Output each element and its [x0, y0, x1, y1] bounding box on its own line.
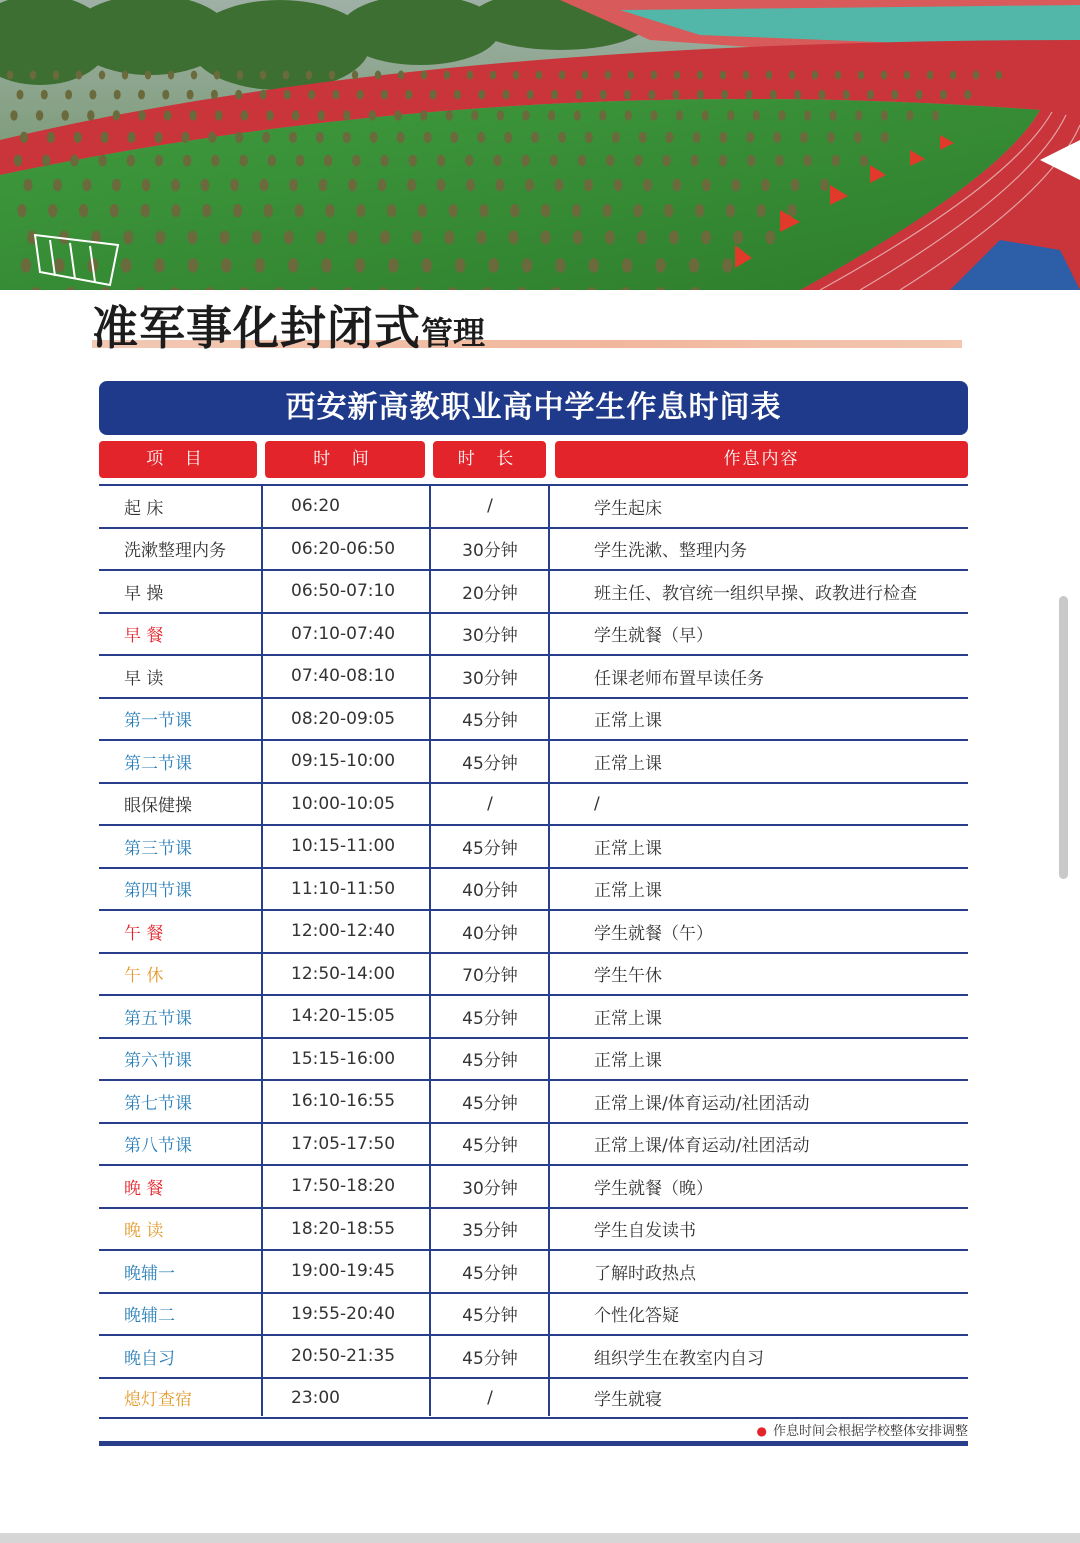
row-duration: / [487, 1387, 493, 1408]
row-content: 正常上课 [594, 1008, 662, 1029]
row-content: 学生午休 [594, 966, 662, 987]
row-content: 个性化答疑 [594, 1306, 679, 1327]
row-content: / [594, 793, 600, 814]
row-item: 晚 餐 [124, 1178, 164, 1199]
row-time: 15:15-16:00 [291, 1048, 396, 1069]
heading-main-text: 准军事化封闭式 [92, 301, 421, 355]
column-divider [429, 484, 431, 1416]
column-header-duration: 时 长 [433, 441, 546, 478]
row-duration: 45分钟 [462, 711, 518, 732]
row-duration: 35分钟 [462, 1221, 518, 1242]
row-content: 班主任、教官统一组织早操、政教进行检查 [594, 583, 917, 604]
row-time: 06:50-07:10 [291, 581, 396, 602]
row-time: 16:10-16:55 [291, 1091, 396, 1112]
row-duration: 45分钟 [462, 1136, 518, 1157]
row-item: 第六节课 [124, 1051, 192, 1072]
row-duration: 45分钟 [462, 1348, 518, 1369]
table-row [99, 612, 968, 655]
row-item: 洗漱整理内务 [124, 541, 226, 562]
row-duration: 45分钟 [462, 753, 518, 774]
row-time: 19:55-20:40 [291, 1303, 396, 1324]
row-duration: 30分钟 [462, 626, 518, 647]
heading-suffix-text: 管理 [421, 314, 486, 352]
row-item: 起 床 [124, 498, 164, 519]
row-time: 06:20 [291, 496, 340, 517]
table-row [99, 1249, 968, 1292]
row-item: 第八节课 [124, 1136, 192, 1157]
table-row [99, 569, 968, 612]
table-row [99, 739, 968, 782]
row-duration: 45分钟 [462, 1263, 518, 1284]
table-row [99, 654, 968, 697]
scrollbar[interactable] [1059, 596, 1068, 879]
row-item: 早 操 [124, 583, 164, 604]
row-item: 第四节课 [124, 881, 192, 902]
row-content: 正常上课 [594, 881, 662, 902]
row-time: 19:00-19:45 [291, 1261, 396, 1282]
row-duration: 45分钟 [462, 1093, 518, 1114]
row-duration: 30分钟 [462, 541, 518, 562]
row-item: 第七节课 [124, 1093, 192, 1114]
row-item: 眼保健操 [124, 796, 192, 817]
row-time: 06:20-06:50 [291, 538, 396, 559]
table-row [99, 1079, 968, 1122]
table-row [99, 1377, 968, 1420]
row-duration: 45分钟 [462, 838, 518, 859]
row-content: 正常上课 [594, 753, 662, 774]
hero-photo-military-training [0, 0, 1080, 290]
table-row [99, 994, 968, 1037]
row-content: 学生洗漱、整理内务 [594, 541, 747, 562]
row-item: 晚辅二 [124, 1306, 175, 1327]
row-duration: 70分钟 [462, 966, 518, 987]
row-time: 07:40-08:10 [291, 666, 396, 687]
table-row [99, 1164, 968, 1207]
row-item: 晚自习 [124, 1348, 175, 1369]
row-item: 午 休 [124, 966, 164, 987]
table-row [99, 697, 968, 740]
table-row [99, 527, 968, 570]
column-divider [548, 484, 550, 1416]
row-content: 正常上课 [594, 838, 662, 859]
row-content: 正常上课/体育运动/社团活动 [594, 1093, 810, 1114]
row-duration: 45分钟 [462, 1306, 518, 1327]
row-duration: 30分钟 [462, 668, 518, 689]
table-title-band: 西安新高教职业高中学生作息时间表 [99, 381, 968, 435]
table-row [99, 782, 968, 825]
row-content: 正常上课 [594, 711, 662, 732]
row-duration: / [487, 793, 493, 814]
row-time: 18:20-18:55 [291, 1218, 396, 1239]
row-content: 了解时政热点 [594, 1263, 696, 1284]
row-content: 组织学生在教室内自习 [594, 1348, 764, 1369]
table-row [99, 867, 968, 910]
row-content: 学生就寝 [594, 1390, 662, 1411]
row-content: 学生就餐（午） [594, 923, 713, 944]
row-item: 晚 读 [124, 1221, 164, 1242]
row-content: 学生就餐（晚） [594, 1178, 713, 1199]
table-row [99, 484, 968, 527]
row-content: 正常上课/体育运动/社团活动 [594, 1136, 810, 1157]
bullet-dot-icon: ● [756, 1424, 767, 1438]
section-heading [92, 298, 485, 358]
table-row [99, 1037, 968, 1080]
row-time: 23:00 [291, 1387, 340, 1408]
row-item: 晚辅一 [124, 1263, 175, 1284]
footnote-text: 作息时间会根据学校整体安排调整 [772, 1424, 968, 1439]
row-time: 12:50-14:00 [291, 963, 396, 984]
row-item: 午 餐 [124, 923, 164, 944]
row-duration: 45分钟 [462, 1008, 518, 1029]
row-time: 10:00-10:05 [291, 793, 396, 814]
row-time: 09:15-10:00 [291, 751, 396, 772]
row-item: 第一节课 [124, 711, 192, 732]
row-time: 14:20-15:05 [291, 1006, 396, 1027]
row-item: 第二节课 [124, 753, 192, 774]
row-time: 20:50-21:35 [291, 1346, 396, 1367]
row-time: 08:20-09:05 [291, 708, 396, 729]
row-content: 任课老师布置早读任务 [594, 668, 764, 689]
row-time: 11:10-11:50 [291, 878, 396, 899]
column-header-item: 项 目 [99, 441, 257, 478]
row-duration: 40分钟 [462, 923, 518, 944]
row-content: 学生自发读书 [594, 1221, 696, 1242]
column-header-content: 作息内容 [555, 441, 968, 478]
table-row [99, 1292, 968, 1335]
column-divider [261, 484, 263, 1416]
row-item: 早 餐 [124, 626, 164, 647]
bottom-rule [99, 1441, 968, 1446]
table-row [99, 1334, 968, 1377]
row-duration: 30分钟 [462, 1178, 518, 1199]
row-item: 第五节课 [124, 1008, 192, 1029]
table-row [99, 824, 968, 867]
row-time: 07:10-07:40 [291, 623, 396, 644]
footer-strip [0, 1533, 1080, 1543]
row-content: 学生就餐（早） [594, 626, 713, 647]
column-header-time: 时 间 [265, 441, 425, 478]
row-time: 10:15-11:00 [291, 836, 396, 857]
schedule-table [99, 484, 968, 1419]
row-duration: 45分钟 [462, 1051, 518, 1072]
row-duration: 40分钟 [462, 881, 518, 902]
footnote [757, 1420, 969, 1439]
row-content: 学生起床 [594, 498, 662, 519]
row-time: 12:00-12:40 [291, 921, 396, 942]
table-row [99, 909, 968, 952]
row-time: 17:05-17:50 [291, 1133, 396, 1154]
row-item: 熄灯查宿 [124, 1390, 192, 1411]
row-duration: / [487, 496, 493, 517]
table-row [99, 1207, 968, 1250]
row-time: 17:50-18:20 [291, 1176, 396, 1197]
row-duration: 20分钟 [462, 583, 518, 604]
table-row [99, 952, 968, 995]
row-content: 正常上课 [594, 1051, 662, 1072]
table-row [99, 1122, 968, 1165]
row-item: 早 读 [124, 668, 164, 689]
row-item: 第三节课 [124, 838, 192, 859]
